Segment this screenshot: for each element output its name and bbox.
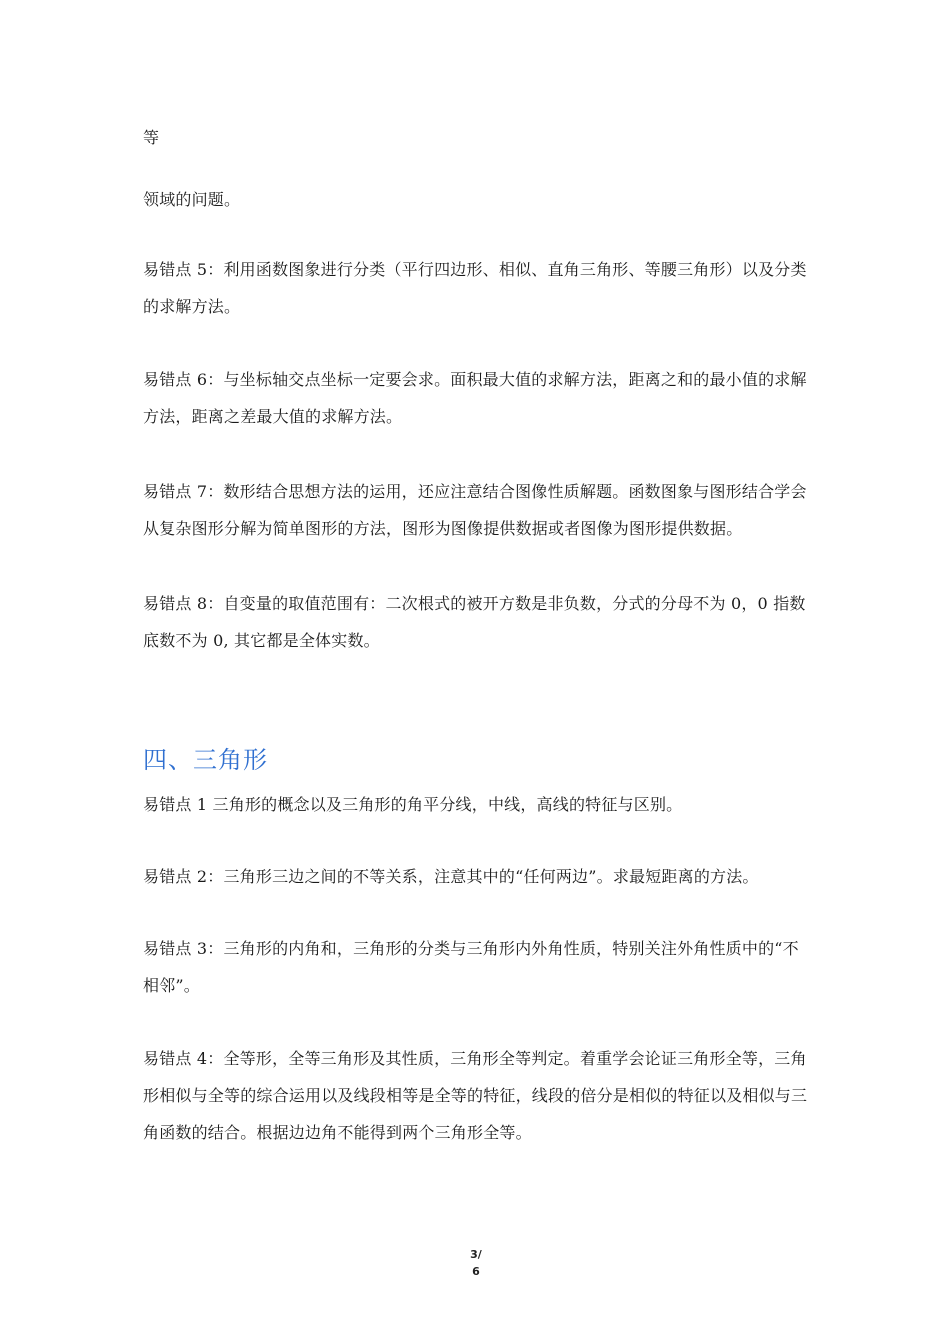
page-number	[462, 1246, 490, 1280]
triangle-error-point-1: 易错点 1 三角形的概念以及三角形的角平分线，中线，高线的特征与区别。	[143, 795, 683, 814]
page-number-total: 6	[472, 1265, 480, 1278]
error-point-6: 易错点 6：与坐标轴交点坐标一定要会求。面积最大值的求解方法，距离之和的最小值的求解方法，距离之差最大值的求解方法。	[143, 370, 807, 426]
triangle-error-point-3: 易错点 3：三角形的内角和，三角形的分类与三角形内外角性质，特别关注外角性质中的“不相邻”。	[143, 939, 799, 995]
section-heading-triangles: 四、三角形	[143, 746, 268, 774]
page-number-current: 3/	[470, 1248, 482, 1261]
error-point-8: 易错点 8：自变量的取值范围有：二次根式的被开方数是非负数，分式的分母不为 0，0 指数底数不为 0, 其它都是全体实数。	[143, 594, 806, 650]
text-fragment-1: 等	[143, 128, 160, 147]
triangle-error-point-2: 易错点 2：三角形三边之间的不等关系，注意其中的“任何两边”。求最短距离的方法。	[143, 867, 759, 886]
error-point-7: 易错点 7：数形结合思想方法的运用，还应注意结合图像性质解题。函数图象与图形结合学会从复杂图形分解为简单图形的方法，图形为图像提供数据或者图像为图形提供数据。	[143, 482, 807, 538]
text-fragment-2: 领域的问题。	[143, 190, 241, 209]
error-point-5: 易错点 5：利用函数图象进行分类（平行四边形、相似、直角三角形、等腰三角形）以及分类的求解方法。	[143, 260, 807, 316]
triangle-error-point-4: 易错点 4：全等形，全等三角形及其性质，三角形全等判定。着重学会论证三角形全等，三角形相似与全等的综合运用以及线段相等是全等的特征，线段的倍分是相似的特征以及相似与三角函数的结合。根据边边角不能得到两个三角形全等。	[143, 1049, 808, 1142]
